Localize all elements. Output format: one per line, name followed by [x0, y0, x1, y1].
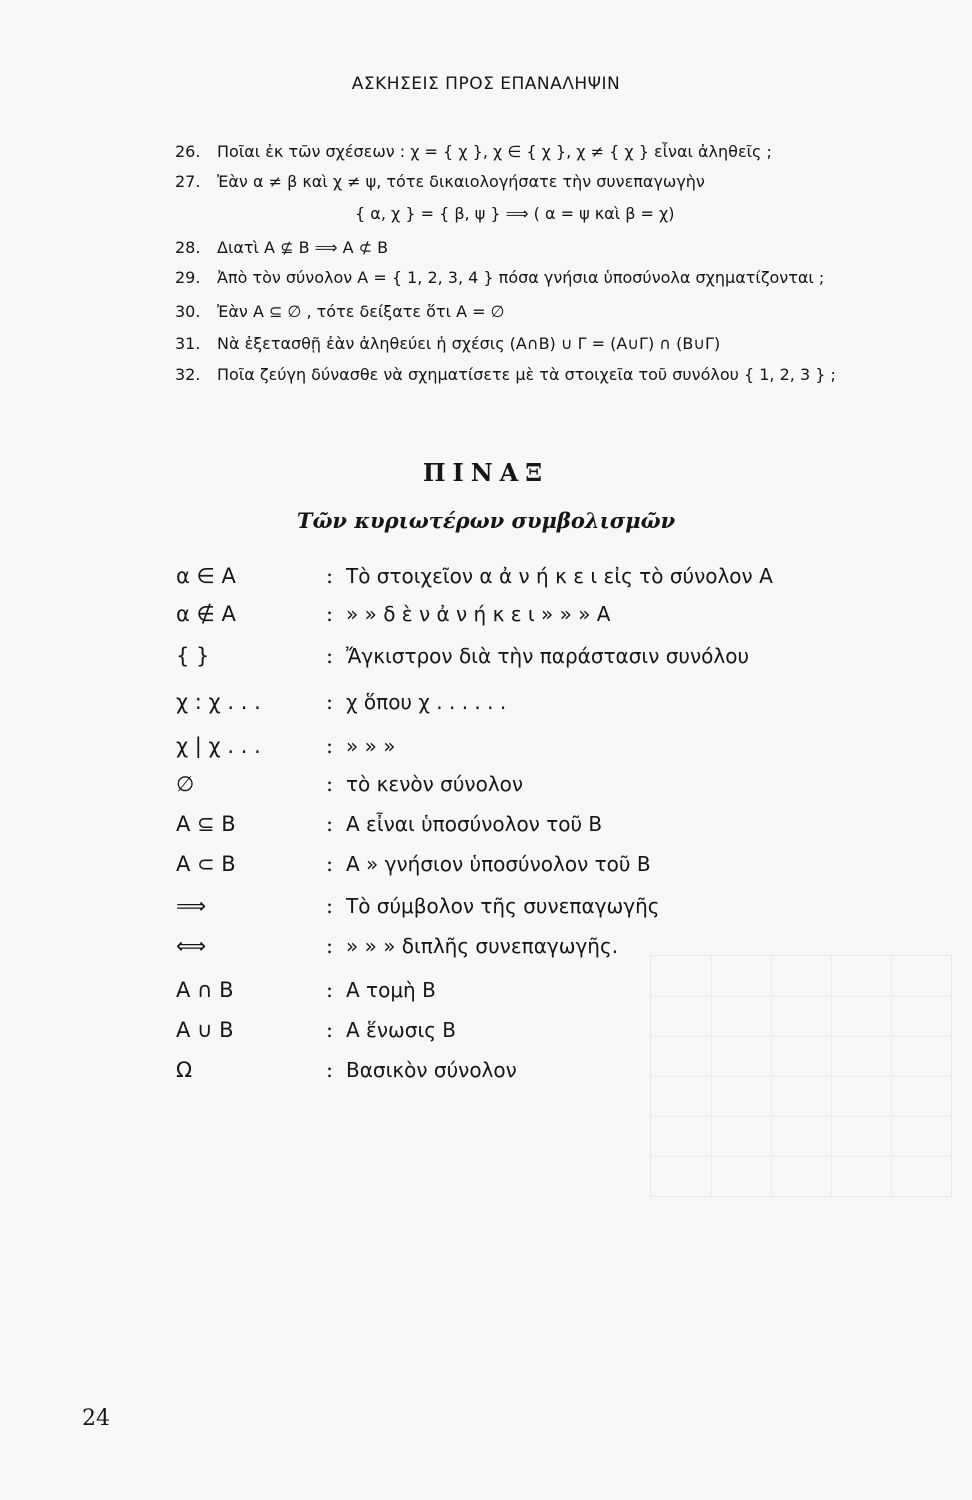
symbol: { } [176, 644, 210, 668]
symbol-meaning: Ἄγκιστρον διὰ τὴν παράστασιν συνόλου [346, 644, 750, 668]
exercise-number: 27. [175, 172, 201, 191]
separator: : [326, 772, 334, 796]
exercise-27-continuation: { α, χ } = { β, ψ } ⟹ ( α = ψ καὶ β = χ) [355, 204, 675, 223]
symbol-row [176, 644, 936, 678]
symbol: A ∪ B [176, 1018, 234, 1042]
symbol: A ⊆ B [176, 812, 236, 836]
separator: : [326, 894, 334, 918]
symbol: χ | χ . . . [176, 734, 261, 758]
separator: : [326, 602, 334, 626]
symbol-meaning: » » » [346, 734, 396, 758]
symbol: A ∩ B [176, 978, 234, 1002]
symbol: A ⊂ B [176, 852, 236, 876]
exercise-27 [175, 172, 935, 191]
exercise-32 [175, 365, 935, 384]
exercise-number: 29. [175, 268, 201, 287]
page-number: 24 [82, 1406, 110, 1431]
exercise-26 [175, 142, 935, 161]
symbol-meaning: » » δ ὲ ν ἀ ν ή κ ε ι » » » A [346, 602, 611, 626]
symbol-row [176, 1058, 936, 1092]
symbol-row [176, 734, 936, 768]
exercise-text: Νὰ ἐξετασθῇ ἐὰν ἀληθεύει ἡ σχέσις (A∩B) ∪ Γ = (A∪Γ) ∩ (B∪Γ) [217, 334, 721, 353]
separator: : [326, 852, 334, 876]
symbol-meaning: τὸ κενὸν σύνολον [346, 772, 524, 796]
exercise-number: 32. [175, 365, 201, 384]
symbol-meaning: Τὸ σύμβολον τῆς συνεπαγωγῆς [346, 894, 660, 918]
exercise-text: Ἐὰν A ⊆ ∅ , τότε δείξατε ὅτι A = ∅ [217, 302, 505, 321]
exercise-29 [175, 268, 935, 287]
symbol-row [176, 1018, 936, 1052]
symbol-row [176, 772, 936, 806]
symbol: α ∉ A [176, 602, 236, 626]
symbol-meaning: Τὸ στοιχεῖον α ἀ ν ή κ ε ι εἰς τὸ σύνολον A [346, 564, 773, 588]
separator: : [326, 812, 334, 836]
exercise-text: Ποῖα ζεύγη δύνασθε νὰ σχηματίσετε μὲ τὰ στοιχεῖα τοῦ συνόλου { 1, 2, 3 } ; [217, 365, 836, 384]
symbol-meaning: χ ὅπου χ . . . . . . [346, 690, 507, 714]
exercise-number: 30. [175, 302, 201, 321]
exercise-text: Ποῖαι ἐκ τῶν σχέσεων : χ = { χ }, χ ∈ { χ }, χ ≠ { χ } εἶναι ἀληθεῖς ; [217, 142, 772, 161]
exercise-text: Ἀπὸ τὸν σύνολον A = { 1, 2, 3, 4 } πόσα γνήσια ὑποσύνολα σχηματίζονται ; [217, 268, 825, 287]
running-head: ΑΣΚΗΣΕΙΣ ΠΡΟΣ ΕΠΑΝΑΛΗΨΙΝ [351, 74, 621, 94]
exercise-number: 26. [175, 142, 201, 161]
exercise-30 [175, 302, 935, 321]
symbol-row [176, 894, 936, 928]
separator: : [326, 644, 334, 668]
symbol: ⟺ [176, 934, 207, 958]
separator: : [326, 978, 334, 1002]
symbol-meaning: A τομὴ B [346, 978, 436, 1002]
symbol: α ∈ A [176, 564, 236, 588]
symbol-row [176, 812, 936, 846]
symbol-meaning: A εἶναι ὑποσύνολον τοῦ B [346, 812, 603, 836]
separator: : [326, 564, 334, 588]
separator: : [326, 1018, 334, 1042]
separator: : [326, 1058, 334, 1082]
symbol: χ : χ . . . [176, 690, 261, 714]
exercise-31 [175, 334, 935, 353]
separator: : [326, 690, 334, 714]
symbol-row [176, 978, 936, 1012]
symbol-row [176, 852, 936, 886]
separator: : [326, 734, 334, 758]
symbol-meaning: A » γνήσιον ὑποσύνολον τοῦ B [346, 852, 651, 876]
symbol-row [176, 690, 936, 724]
exercise-number: 28. [175, 238, 201, 257]
symbol-table-title: ΠΙΝΑΞ [422, 458, 550, 487]
exercise-number: 31. [175, 334, 201, 353]
symbol-row [176, 602, 936, 636]
exercise-28 [175, 238, 935, 257]
symbol: ⟹ [176, 894, 207, 918]
symbol-meaning: A ἕνωσις B [346, 1018, 457, 1042]
symbol-row [176, 564, 936, 598]
symbol-row [176, 934, 936, 968]
symbol-table-subtitle: Τῶν κυριωτέρων συμβολισμῶν [296, 508, 676, 533]
symbol-meaning: » » » διπλῆς συνεπαγωγῆς. [346, 934, 619, 958]
symbol-meaning: Βασικὸν σύνολον [346, 1058, 517, 1082]
separator: : [326, 934, 334, 958]
symbol: ∅ [176, 772, 195, 796]
symbol: Ω [176, 1058, 193, 1082]
exercise-text: Διατὶ A ⊈ B ⟹ A ⊄ B [217, 238, 389, 257]
exercise-text: Ἐὰν α ≠ β καὶ χ ≠ ψ, τότε δικαιολογήσατε τὴν συνεπαγωγὴν [217, 172, 705, 191]
